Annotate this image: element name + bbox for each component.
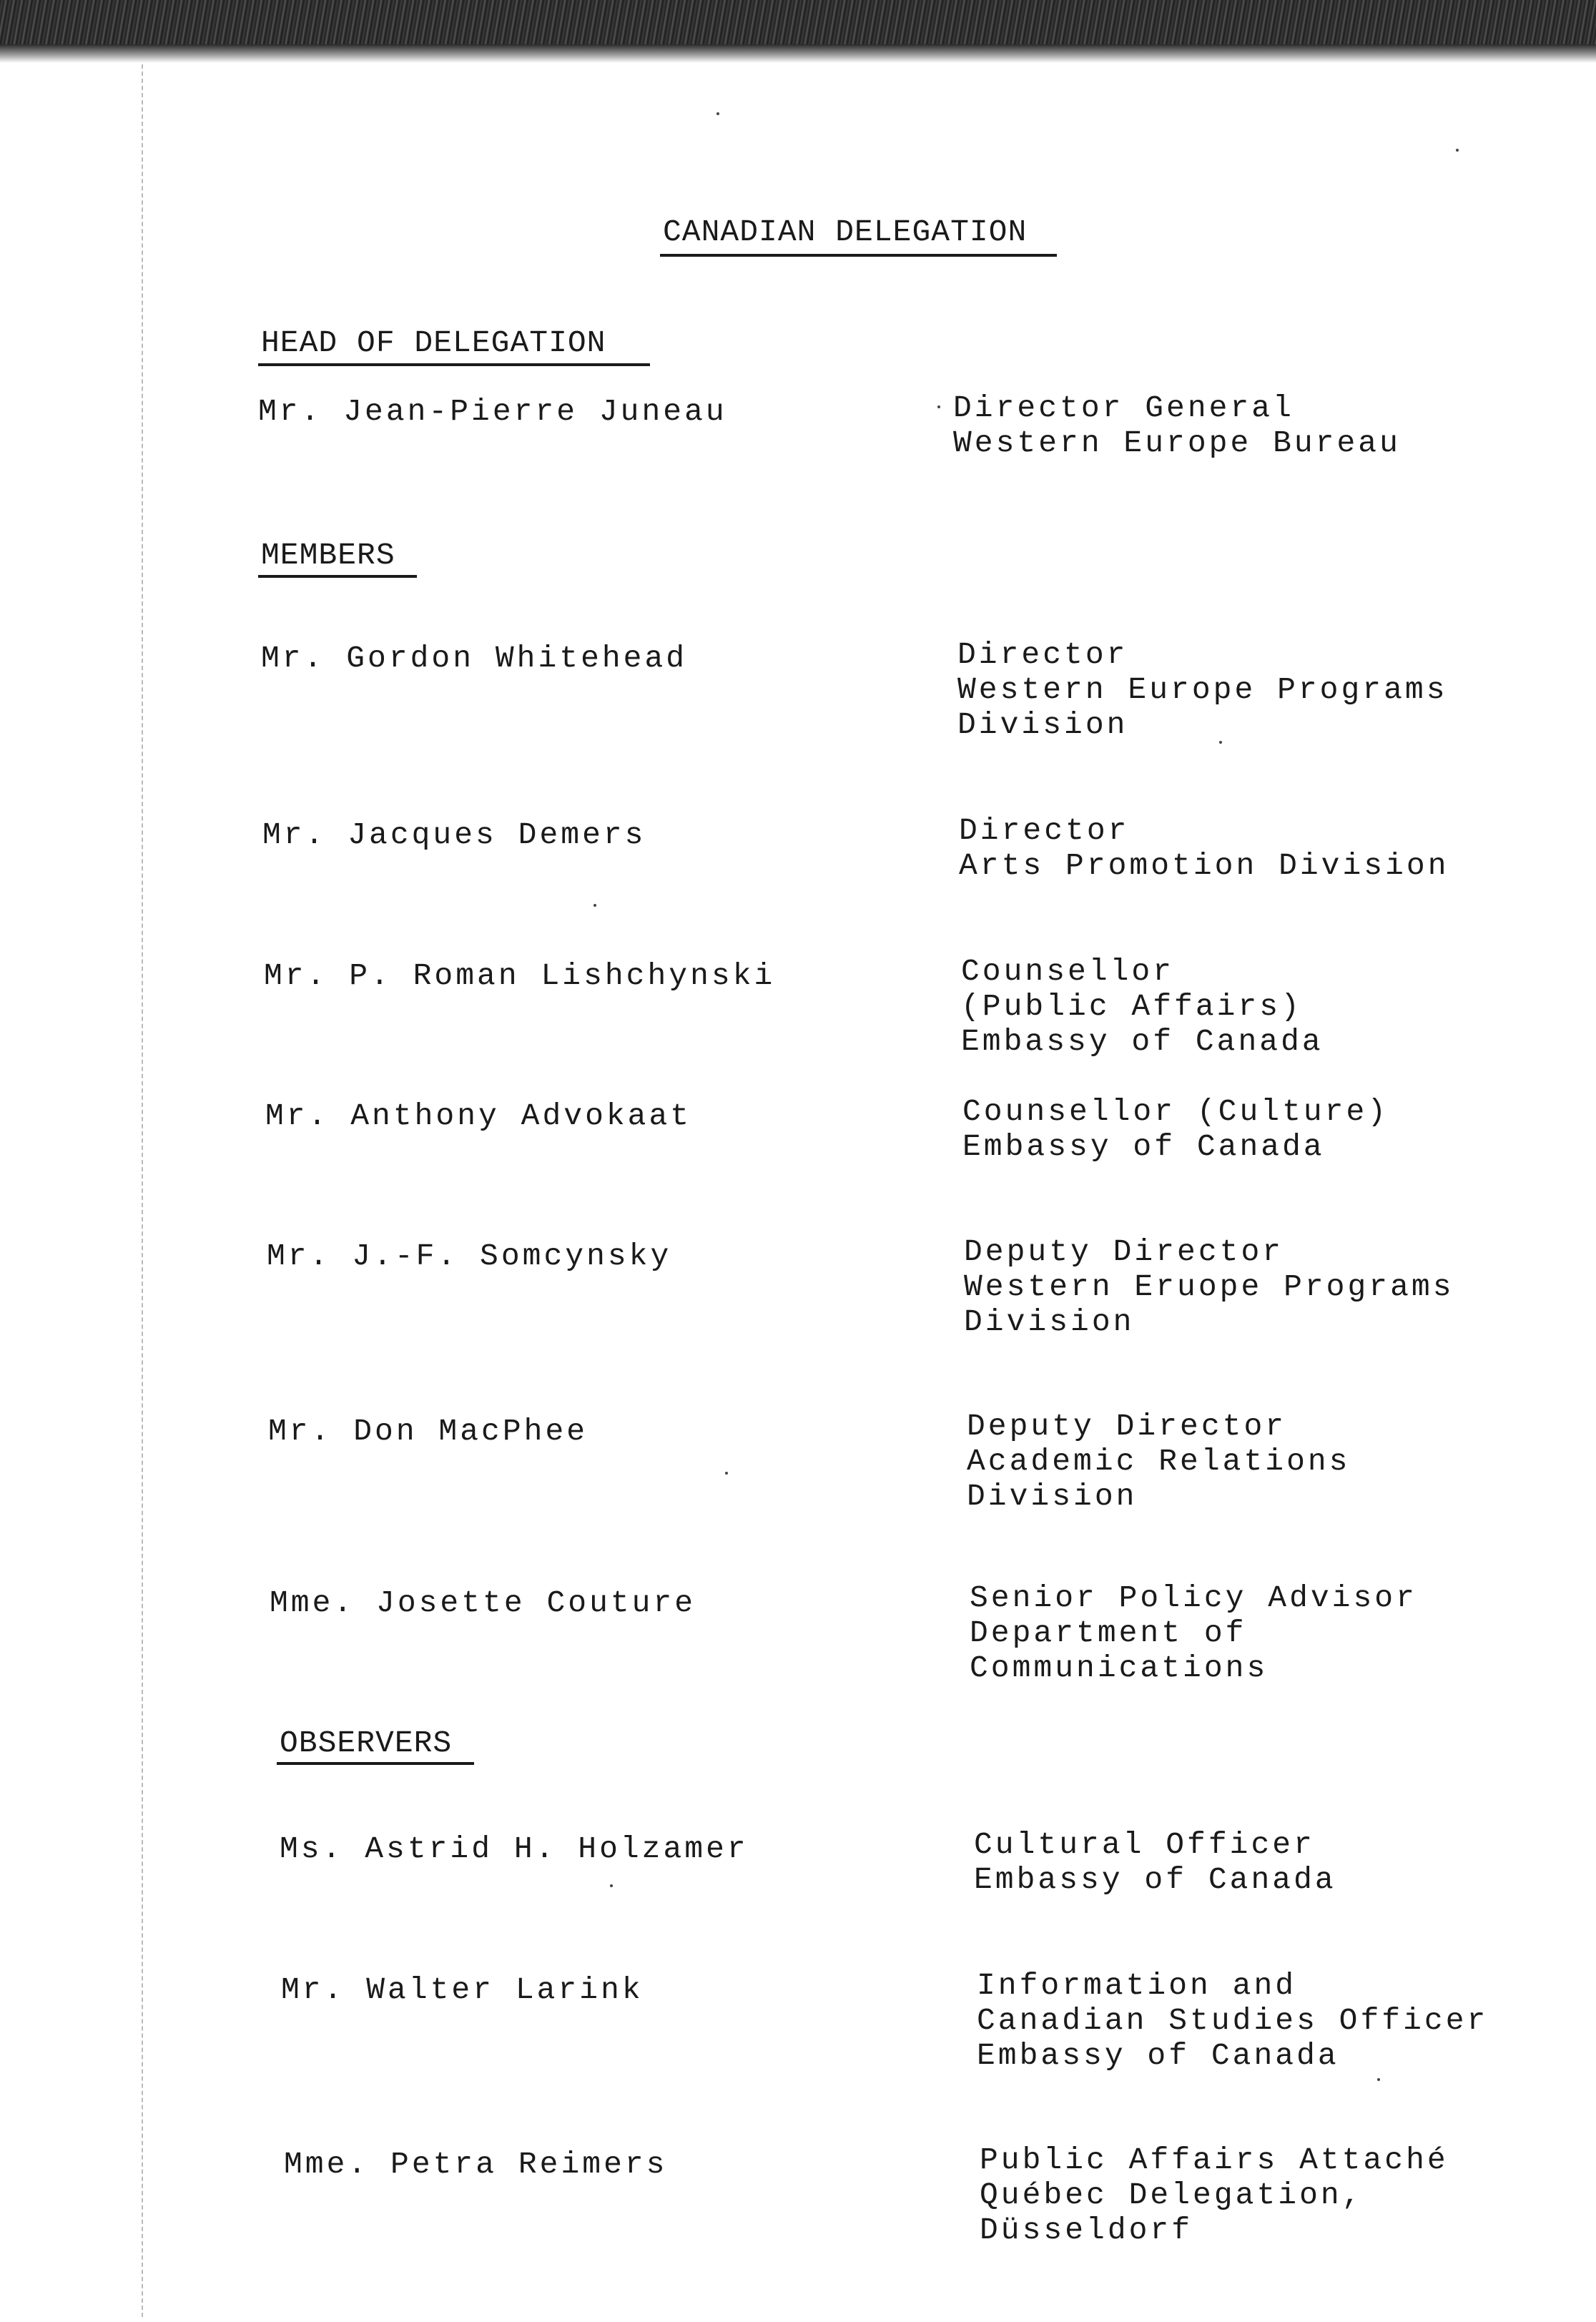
delegate-name: Mr. Gordon Whitehead bbox=[261, 641, 688, 676]
delegate-title-line: Division bbox=[957, 707, 1128, 742]
delegate-title-line: Counsellor (Culture) bbox=[962, 1094, 1389, 1129]
left-margin-line bbox=[142, 64, 143, 2317]
delegate-title bbox=[980, 2143, 1449, 2248]
delegate-title bbox=[964, 1234, 1454, 1339]
delegate-name: Mr. P. Roman Lishchynski bbox=[264, 958, 776, 993]
delegate-title-line: Western Europe Bureau bbox=[953, 425, 1401, 461]
delegate-name: Ms. Astrid H. Holzamer bbox=[280, 1831, 749, 1866]
scan-edge-shadow bbox=[0, 44, 1596, 63]
scan-speck bbox=[716, 112, 719, 115]
delegate-title-line: Division bbox=[967, 1479, 1138, 1514]
delegate-title-line: Canadian Studies Officer bbox=[977, 2003, 1489, 2038]
delegate-name: Mme. Josette Couture bbox=[270, 1585, 696, 1620]
delegate-title-line: Senior Policy Advisor bbox=[970, 1580, 1417, 1615]
delegate-name: Mr. Jean-Pierre Juneau bbox=[258, 394, 727, 429]
delegate-title-line: Embassy of Canada bbox=[974, 1862, 1336, 1897]
delegate-title bbox=[953, 390, 1401, 461]
section-heading-head-of-delegation: HEAD OF DELEGATION bbox=[261, 325, 606, 360]
delegate-title bbox=[961, 954, 1324, 1059]
delegate-title-line: Embassy of Canada bbox=[962, 1129, 1325, 1164]
document-title: CANADIAN DELEGATION bbox=[663, 215, 1028, 250]
section-heading-underline bbox=[258, 575, 417, 578]
delegate-name: Mr. Anthony Advokaat bbox=[265, 1098, 692, 1133]
delegate-title-line: Québec Delegation, bbox=[980, 2178, 1364, 2213]
delegate-name: Mr. Jacques Demers bbox=[262, 817, 646, 852]
delegate-title bbox=[957, 637, 1448, 742]
delegate-title-line: Information and bbox=[977, 1968, 1297, 2003]
delegate-title-line: Academic Relations bbox=[967, 1444, 1351, 1479]
document-title-underline bbox=[660, 254, 1057, 257]
section-heading-members: MEMBERS bbox=[261, 538, 395, 573]
delegate-title bbox=[967, 1409, 1350, 1514]
delegate-title-line: Embassy of Canada bbox=[977, 2038, 1339, 2073]
delegate-title-line: Cultural Officer bbox=[974, 1827, 1315, 1862]
delegate-title-line: Western Eruope Programs bbox=[964, 1269, 1454, 1304]
delegate-title-line: Department of bbox=[970, 1615, 1247, 1651]
delegate-title-line: Arts Promotion Division bbox=[959, 848, 1449, 883]
delegate-title-line: Deputy Director bbox=[967, 1409, 1287, 1444]
delegate-title-line: Counsellor bbox=[961, 954, 1175, 989]
delegate-name: Mr. J.-F. Somcynsky bbox=[267, 1239, 672, 1274]
delegate-title-line: Western Europe Programs bbox=[957, 672, 1448, 707]
delegate-title-line: Director bbox=[957, 637, 1128, 672]
delegate-name: Mme. Petra Reimers bbox=[284, 2147, 668, 2182]
delegate-title-line: Communications bbox=[970, 1651, 1269, 1686]
section-heading-observers: OBSERVERS bbox=[280, 1726, 453, 1761]
delegate-title bbox=[970, 1580, 1417, 1686]
section-heading-underline bbox=[258, 363, 650, 366]
delegate-title-line: Düsseldorf bbox=[980, 2213, 1193, 2248]
scan-speck bbox=[725, 1472, 728, 1475]
delegate-title bbox=[959, 813, 1449, 883]
section-heading-underline bbox=[277, 1762, 474, 1765]
delegate-title-line: Embassy of Canada bbox=[961, 1024, 1324, 1059]
delegate-title-line: Deputy Director bbox=[964, 1234, 1284, 1269]
scan-speck bbox=[593, 904, 596, 907]
scan-speck bbox=[1377, 2078, 1380, 2081]
delegate-title bbox=[977, 1968, 1488, 2073]
scan-speck bbox=[1456, 149, 1459, 152]
scan-speck bbox=[1219, 741, 1222, 744]
scan-speck bbox=[937, 405, 940, 408]
delegate-title-line: (Public Affairs) bbox=[961, 989, 1302, 1024]
delegate-title-line: Division bbox=[964, 1304, 1135, 1339]
delegate-title-line: Public Affairs Attaché bbox=[980, 2143, 1449, 2178]
delegate-title-line: Director General bbox=[953, 390, 1294, 425]
delegate-name: Mr. Walter Larink bbox=[281, 1972, 644, 2007]
delegate-name: Mr. Don MacPhee bbox=[268, 1414, 588, 1449]
scan-speck bbox=[610, 1884, 613, 1887]
delegate-title bbox=[974, 1827, 1336, 1897]
delegate-title bbox=[962, 1094, 1389, 1164]
delegate-title-line: Director bbox=[959, 813, 1130, 848]
